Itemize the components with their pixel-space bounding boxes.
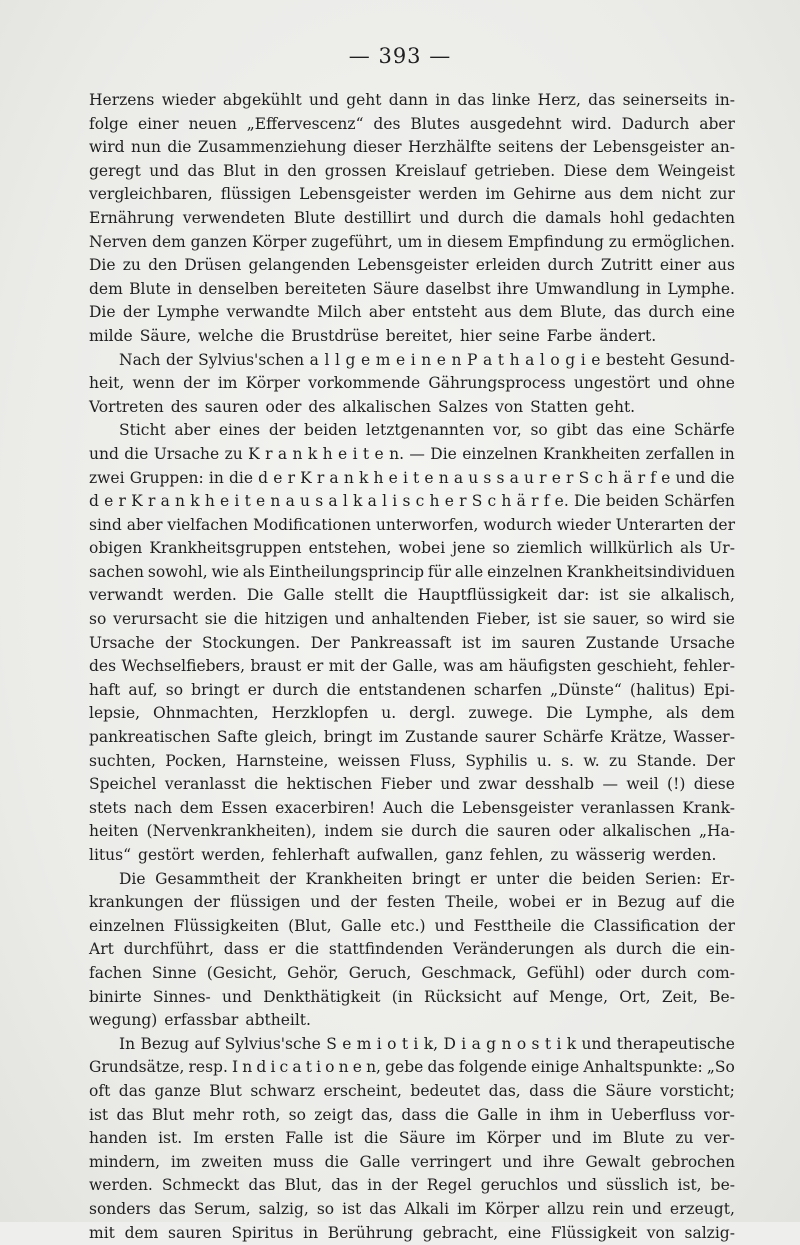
text-line: wird nun die Zusammenziehung dieser Herzhälfte seitens der Lebensgeister an- [89, 136, 735, 160]
text-line: Die der Lymphe verwandte Milch aber entsteht aus dem Blute, das durch eine [89, 301, 735, 325]
text-line: und die Ursache zu K r a n k h e i t e n. — Die einzelnen Krankheiten zerfallen in [89, 443, 735, 467]
text-body [89, 89, 735, 1245]
text-line: Speichel veranlasst die hektischen Fieber und zwar desshalb — weil (!) diese [89, 773, 735, 797]
text-line: fachen Sinne (Gesicht, Gehör, Geruch, Geschmack, Gefühl) oder durch com- [89, 962, 735, 986]
text-line: haft auf, so bringt er durch die entstandenen scharfen „Dünste“ (halitus) Epi- [89, 679, 735, 703]
text-line: handen ist. Im ersten Falle ist die Säure im Körper und im Blute zu ver- [89, 1127, 735, 1151]
text-line: des Wechselfiebers, braust er mit der Galle, was am häufigsten geschieht, fehler- [89, 655, 735, 679]
text-line: heit, wenn der im Körper vorkommende Gährungsprocess ungestört und ohne [89, 372, 735, 396]
text-line: werden. Schmeckt das Blut, das in der Regel geruchlos und süsslich ist, be- [89, 1174, 735, 1198]
text-line: Art durchführt, dass er die stattfindenden Veränderungen als durch die ein- [89, 938, 735, 962]
text-line: suchten, Pocken, Harnsteine, weissen Fluss, Syphilis u. s. w. zu Stande. Der [89, 750, 735, 774]
text-line: ist das Blut mehr roth, so zeigt das, dass die Galle in ihm in Ueberfluss vor- [89, 1104, 735, 1128]
text-line: sonders das Serum, salzig, so ist das Alkali im Körper allzu rein und erzeugt, [89, 1198, 735, 1222]
text-line: mindern, im zweiten muss die Galle verringert und ihre Gewalt gebrochen [89, 1151, 735, 1175]
text-line: oft das ganze Blut schwarz erscheint, bedeutet das, dass die Säure vorsticht; [89, 1080, 735, 1104]
text-line: einzelnen Flüssigkeiten (Blut, Galle etc.) und Festtheile die Classification der [89, 915, 735, 939]
text-line: zwei Gruppen: in die d e r K r a n k h e i t e n a u s s a u r e r S c h ä r f e und die [89, 467, 735, 491]
text-line: geregt und das Blut in den grossen Kreislauf getrieben. Diese dem Weingeist [89, 160, 735, 184]
text-line: obigen Krankheitsgruppen entstehen, wobei jene so ziemlich willkürlich als Ur- [89, 537, 735, 561]
text-line: heiten (Nervenkrankheiten), indem sie durch die sauren oder alkalischen „Ha- [89, 820, 735, 844]
text-line: Sticht aber eines der beiden letztgenannten vor, so gibt das eine Schärfe [89, 419, 735, 443]
text-line: so verursacht sie die hitzigen und anhaltenden Fieber, ist sie sauer, so wird sie [89, 608, 735, 632]
text-line: Herzens wieder abgekühlt und geht dann in das linke Herz, das seinerseits in- [89, 89, 735, 113]
text-line: stets nach dem Essen exacerbiren! Auch die Lebensgeister veranlassen Krank- [89, 797, 735, 821]
text-line: milde Säure, welche die Brustdrüse bereitet, hier seine Farbe ändert. [89, 325, 735, 349]
text-line: sachen sowohl, wie als Eintheilungsprincip für alle einzelnen Krankheitsindividuen [89, 561, 735, 585]
text-line: Ursache der Stockungen. Der Pankreassaft ist im sauren Zustande Ursache [89, 632, 735, 656]
text-line: litus“ gestört werden, fehlerhaft aufwallen, ganz fehlen, zu wässerig werden. [89, 844, 735, 868]
text-line: wegung) erfassbar abtheilt. [89, 1009, 735, 1033]
text-line: Nach der Sylvius'schen a l l g e m e i n e n P a t h a l o g i e besteht Gesund- [89, 349, 735, 373]
text-line: Grundsätze, resp. I n d i c a t i o n e n, gebe das folgende einige Anhaltspunkte: „So [89, 1056, 735, 1080]
text-line: Nerven dem ganzen Körper zugeführt, um in diesem Empfindung zu ermöglichen. [89, 231, 735, 255]
text-line: mit dem sauren Spiritus in Berührung gebracht, eine Flüssigkeit von salzig- [89, 1222, 735, 1245]
text-line: vergleichbaren, flüssigen Lebensgeister werden im Gehirne aus dem nicht zur [89, 183, 735, 207]
text-line: folge einer neuen „Effervescenz“ des Blutes ausgedehnt wird. Dadurch aber [89, 113, 735, 137]
text-line: sind aber vielfachen Modificationen unterworfen, wodurch wieder Unterarten der [89, 514, 735, 538]
text-line: Die zu den Drüsen gelangenden Lebensgeister erleiden durch Zutritt einer aus [89, 254, 735, 278]
text-line: Die Gesammtheit der Krankheiten bringt er unter die beiden Serien: Er- [89, 868, 735, 892]
text-line: Vortreten des sauren oder des alkalischen Salzes von Statten geht. [89, 396, 735, 420]
text-line: lepsie, Ohnmachten, Herzklopfen u. dergl. zuwege. Die Lymphe, als dem [89, 702, 735, 726]
text-line: In Bezug auf Sylvius'sche S e m i o t i k, D i a g n o s t i k und therapeutische [89, 1033, 735, 1057]
text-line: Ernährung verwendeten Blute destillirt und durch die damals hohl gedachten [89, 207, 735, 231]
text-line: krankungen der flüssigen und der festen Theile, wobei er in Bezug auf die [89, 891, 735, 915]
text-line: dem Blute in denselben bereiteten Säure daselbst ihre Umwandlung in Lymphe. [89, 278, 735, 302]
text-line: binirte Sinnes- und Denkthätigkeit (in Rücksicht auf Menge, Ort, Zeit, Be- [89, 986, 735, 1010]
page-number: — 393 — [0, 44, 800, 68]
text-line: d e r K r a n k h e i t e n a u s a l k a l i s c h e r S c h ä r f e. Die beiden Schärfen [89, 490, 735, 514]
text-line: pankreatischen Safte gleich, bringt im Zustande saurer Schärfe Krätze, Wasser- [89, 726, 735, 750]
text-line: verwandt werden. Die Galle stellt die Hauptflüssigkeit dar: ist sie alkalisch, [89, 584, 735, 608]
